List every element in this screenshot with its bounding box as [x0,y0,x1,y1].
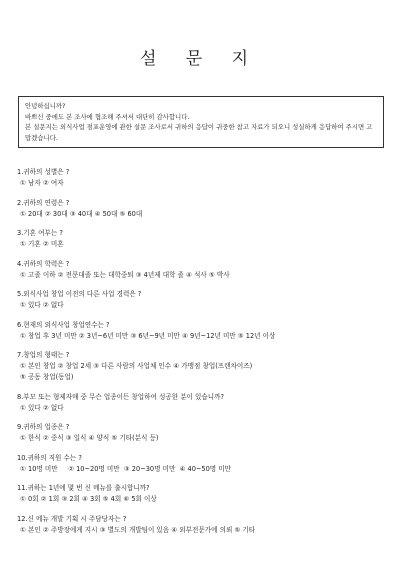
intro-line-1: 바쁘신 중에도 본 조사에 협조해 주셔서 대단히 감사합니다. [25,112,190,121]
survey-title: 설 문 지 [139,49,261,69]
question-9 [17,422,387,444]
question-text: 8.부모 또는 형제자매 중 무슨 업종이든 창업하여 성공한 분이 있습니까? [17,392,225,401]
question-options-line-2: ⑤ 공동 창업(동업) [20,373,74,381]
question-text: 4.귀하의 학력은 ? [17,259,70,268]
question-11 [17,483,387,505]
question-3 [17,228,387,250]
question-12 [17,514,387,536]
question-text: 6.현재의 외식사업 창업연수는 ? [17,320,110,329]
question-options: ① 있다 ② 없다 [20,403,64,412]
question-text: 1.귀하의 성별은 ? [17,168,70,176]
question-text: 7.창업의 형태는 ? [17,351,70,359]
question-options: ① 고졸 이하 ② 전문대졸 또는 대학중퇴 ③ 4년제 대학 졸 ④ 석사 ⑤ 박사 [20,270,230,279]
question-10 [17,453,387,475]
question-options: ① 0회 ② 1회 ③ 2회 ④ 3회 ⑤ 4회 ⑥ 5회 이상 [20,495,157,503]
question-6 [17,320,387,342]
intro-line-2: 본 설문지는 외식사업 점포운영에 관한 설문 조사로서 귀하의 응답이 귀중한 참고 자료가 되오니 성실하게 응답하여 주시면 고맙겠습니다. [25,123,373,142]
question-text: 11.귀하는 1년에 몇 번 신 메뉴를 출시합니까? [17,484,150,492]
question-options: ① 본인 창업 ② 창업 2세 ③ 다른 사람의 사업체 인수 ④ 가맹점 창업(프랜차이즈) [20,362,253,370]
question-options: ① 한식 ② 중식 ③ 일식 ④ 양식 ⑤ 기타(분식 등) [20,434,159,442]
question-text: 3.기혼 여부는 ? [17,229,63,237]
question-text: 5.외식사업 창업 이전의 다른 사업 경력은 ? [17,290,142,298]
question-options: ① 창업 후 3년 미만 ② 3년~6년 미만 ③ 6년~9년 미만 ④ 9년~12년 미만 ⑤ 12년 이상 [20,331,276,340]
question-text: 10.귀하의 직원 수는 ? [17,453,82,462]
question-options: ① 본인 ② 주방장에게 지시 ③ 별도의 개발팀이 있음 ④ 외부전문가에 의뢰 ⑤ 기타 [20,525,256,534]
question-1 [17,167,387,189]
intro-greeting: 안녕하십니까? [25,102,66,110]
question-2 [17,198,387,220]
question-list [17,167,387,544]
question-5 [17,289,387,311]
intro-box [18,96,384,148]
question-options: ① 20대 ② 30대 ③ 40대 ④ 50대 ⑤ 60대 [20,209,143,218]
question-options: ① 있다 ② 없다 [20,301,64,309]
question-4 [17,259,387,281]
question-text: 9.귀하의 업종은 ? [17,423,70,431]
question-8 [17,392,387,414]
question-options: ① 기혼 ② 미혼 [20,240,64,248]
question-text: 2.귀하의 연령은 ? [17,198,70,207]
question-7 [17,350,387,383]
question-text: 12.신 메뉴 개발 기획 시 주담당자는 ? [17,514,127,523]
question-options: ① 10명 미만 ② 10~20명 미만 ③ 20~30명 미만 ④ 40~50명 미만 [20,464,232,473]
question-options: ① 남자 ② 여자 [20,179,64,187]
